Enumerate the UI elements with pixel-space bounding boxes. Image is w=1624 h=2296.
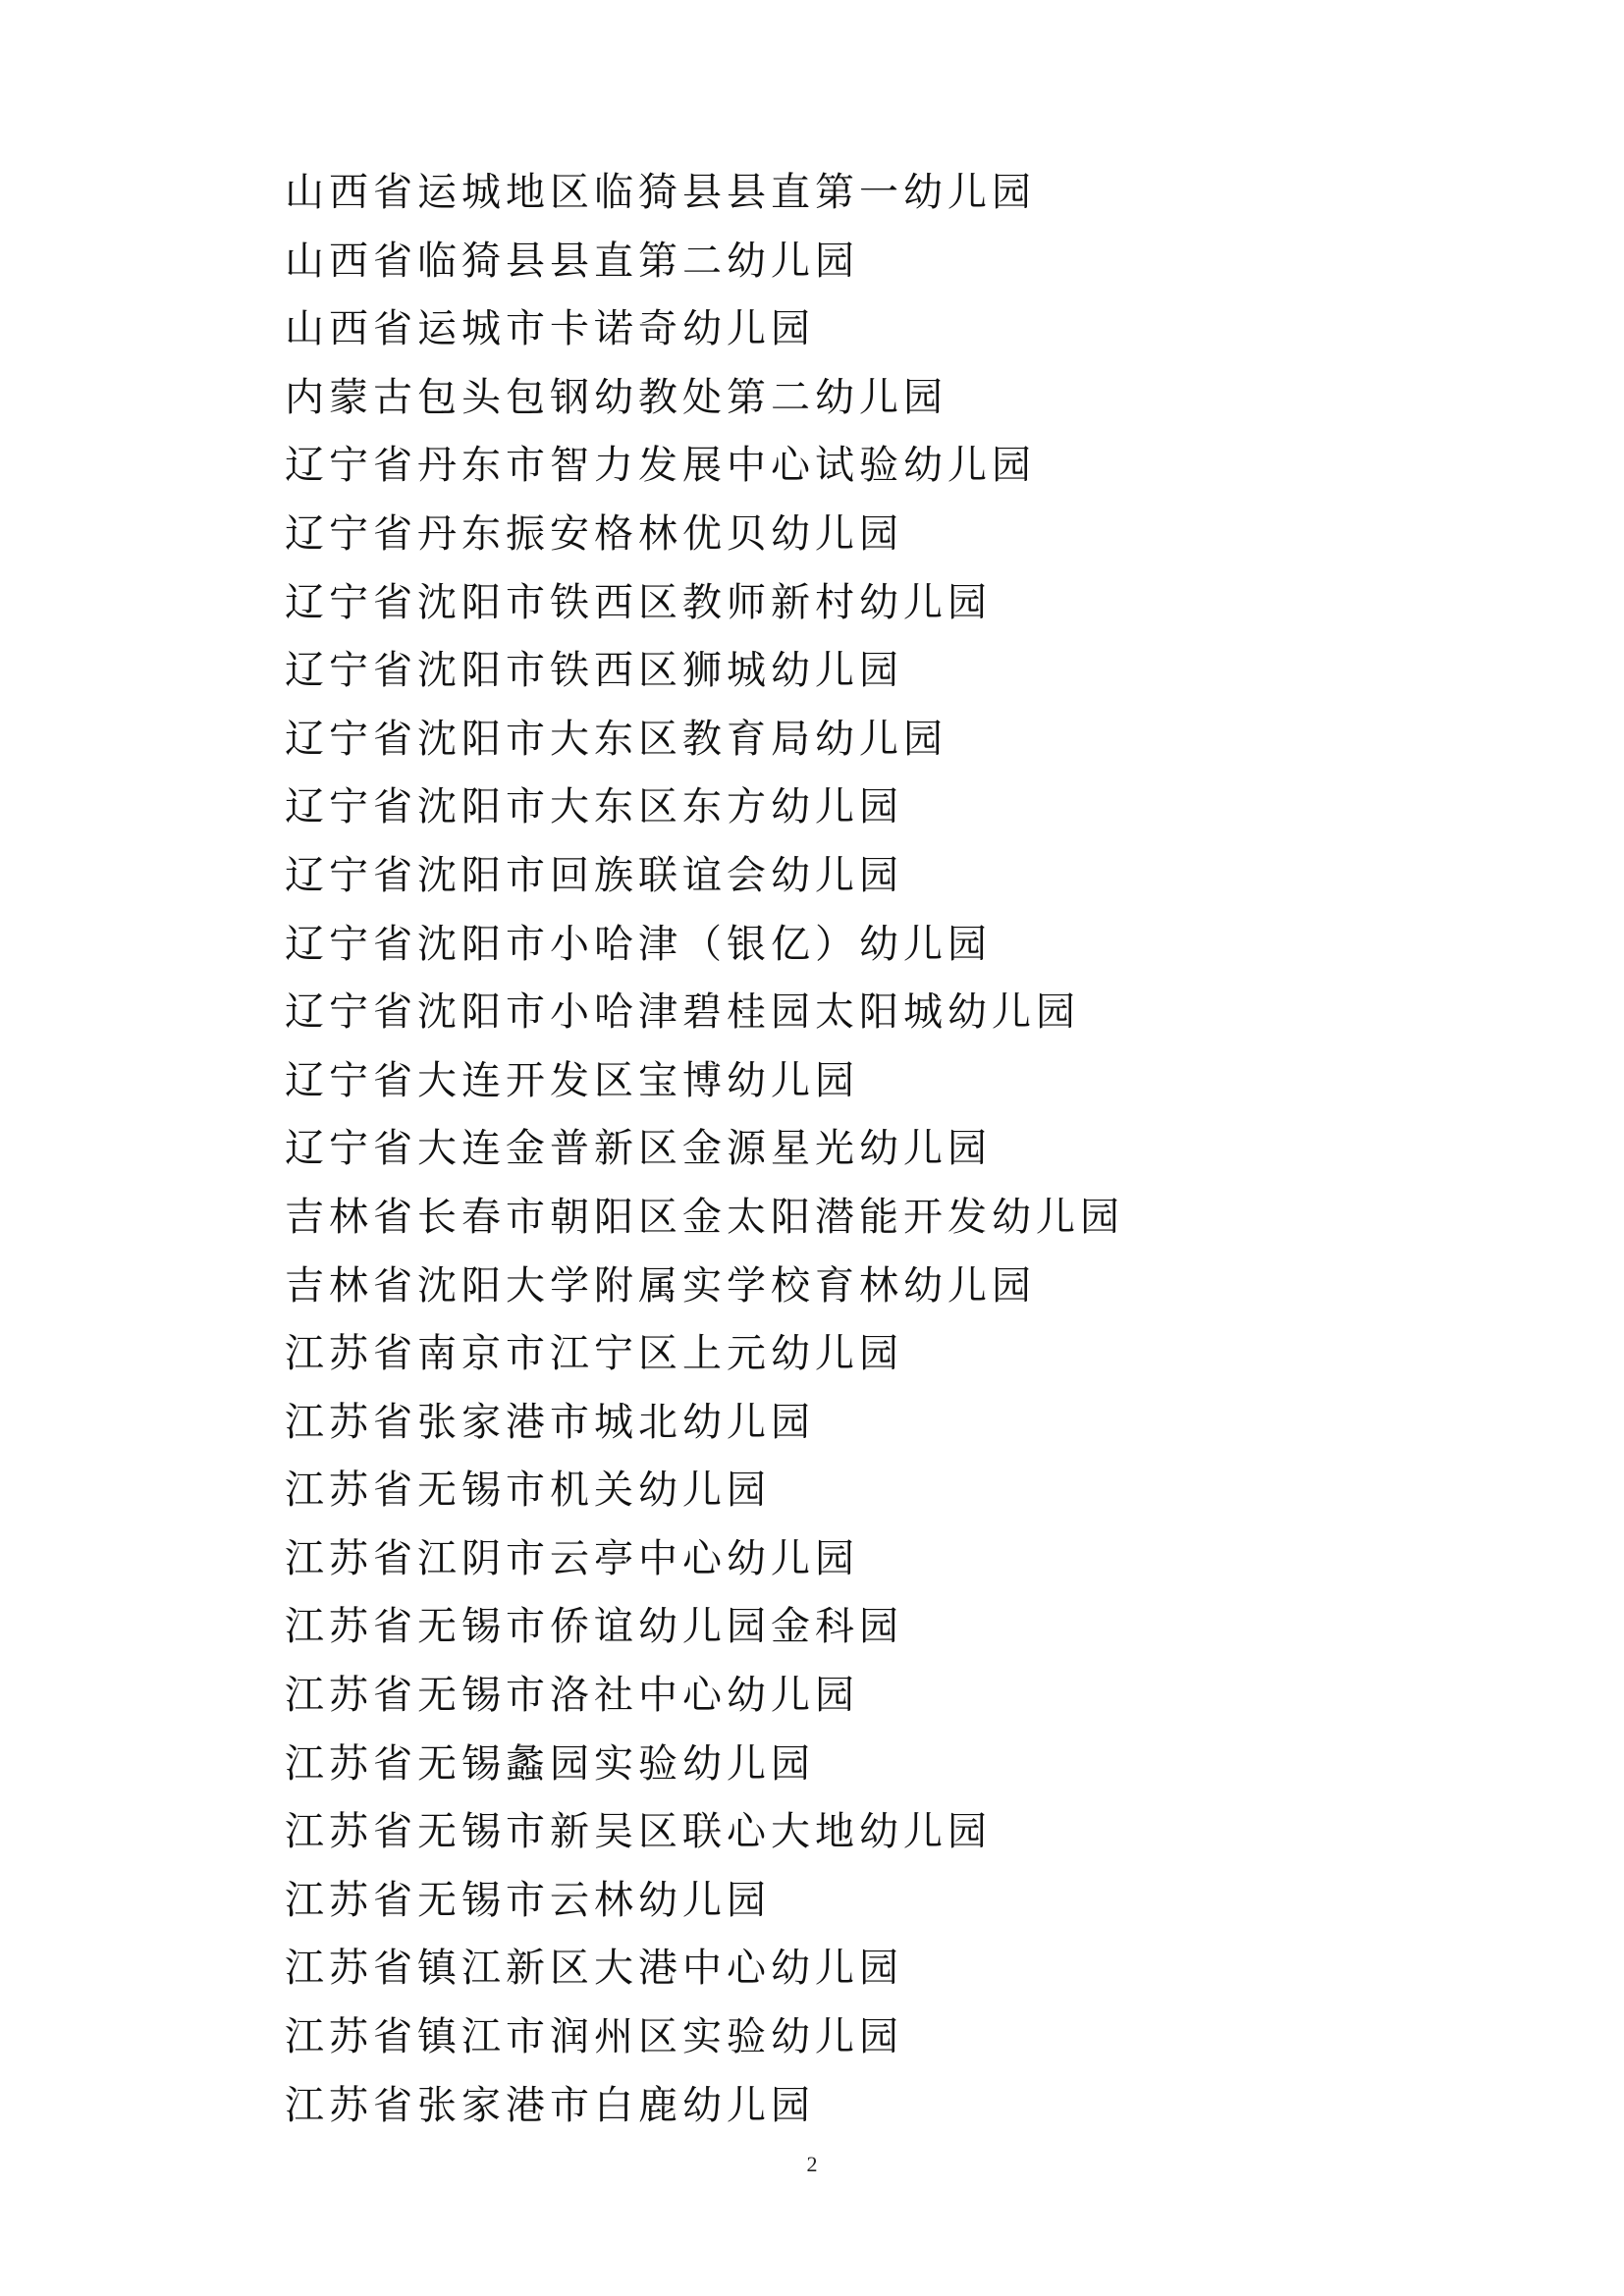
page-number: 2: [806, 2152, 818, 2176]
list-item: 江苏省镇江市润州区实验幼儿园: [285, 2014, 903, 2060]
list-item: 辽宁省沈阳市回族联谊会幼儿园: [285, 852, 903, 898]
list-item: 江苏省无锡市机关幼儿园: [285, 1468, 771, 1514]
list-item: 辽宁省沈阳市铁西区教师新村幼儿园: [285, 579, 992, 625]
list-item: 吉林省长春市朝阳区金太阳潜能开发幼儿园: [285, 1194, 1124, 1240]
list-item: 辽宁省沈阳市大东区教育局幼儿园: [285, 716, 947, 762]
list-item: 辽宁省沈阳市小哈津（银亿）幼儿园: [285, 921, 992, 967]
list-item: 江苏省无锡市云林幼儿园: [285, 1877, 771, 1923]
list-item: 辽宁省大连开发区宝博幼儿园: [285, 1057, 859, 1103]
list-item: 江苏省无锡市洛社中心幼儿园: [285, 1673, 859, 1719]
list-item: 辽宁省丹东市智力发展中心试验幼儿园: [285, 443, 1036, 489]
list-item: 辽宁省沈阳市铁西区狮城幼儿园: [285, 648, 903, 694]
list-item: 江苏省张家港市白鹿幼儿园: [285, 2082, 815, 2128]
list-item: 内蒙古包头包钢幼教处第二幼儿园: [285, 374, 947, 420]
list-item: 辽宁省丹东振安格林优贝幼儿园: [285, 510, 903, 557]
list-item: 江苏省无锡蠡园实验幼儿园: [285, 1740, 815, 1787]
list-item: 辽宁省沈阳市小哈津碧桂园太阳城幼儿园: [285, 989, 1080, 1036]
list-item: 江苏省江阴市云亭中心幼儿园: [285, 1535, 859, 1581]
list-item: 山西省临猗县县直第二幼儿园: [285, 238, 859, 284]
list-item: 山西省运城地区临猗县县直第一幼儿园: [285, 170, 1036, 215]
list-item: 江苏省镇江新区大港中心幼儿园: [285, 1946, 903, 1992]
list-item: 吉林省沈阳大学附属实学校育林幼儿园: [285, 1262, 1036, 1308]
kindergarten-list: [285, 165, 1124, 2146]
list-item: 江苏省无锡市新吴区联心大地幼儿园: [285, 1809, 992, 1855]
list-item: 江苏省张家港市城北幼儿园: [285, 1399, 815, 1445]
list-item: 江苏省南京市江宁区上元幼儿园: [285, 1331, 903, 1377]
list-item: 辽宁省沈阳市大东区东方幼儿园: [285, 784, 903, 830]
list-item: 江苏省无锡市侨谊幼儿园金科园: [285, 1604, 903, 1650]
list-item: 山西省运城市卡诺奇幼儿园: [285, 306, 815, 352]
list-item: 辽宁省大连金普新区金源星光幼儿园: [285, 1126, 992, 1172]
